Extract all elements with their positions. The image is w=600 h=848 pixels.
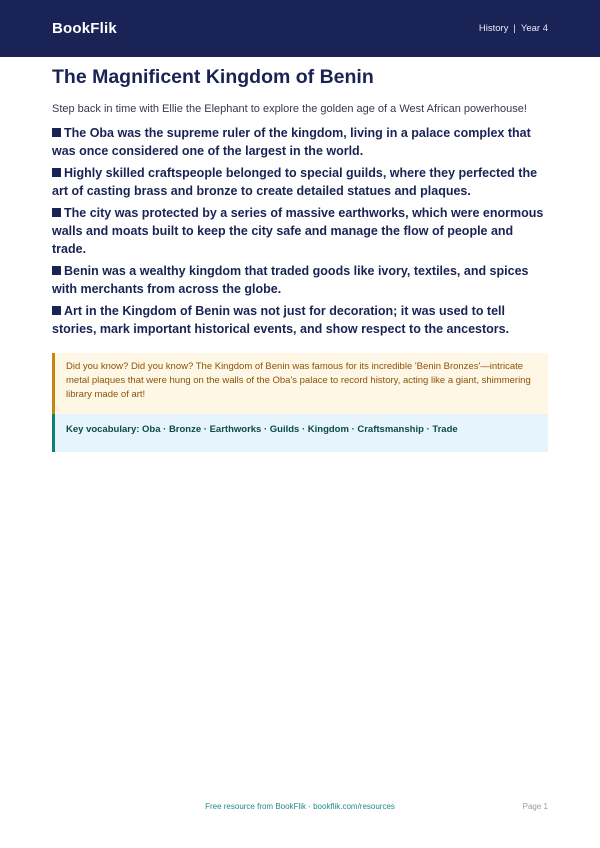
fact-text: Highly skilled craftspeople belonged to special guilds, where they perfected the art of casting brass and bronze to create detailed statues and plaques. — [52, 166, 538, 198]
square-bullet-icon — [52, 128, 61, 137]
footer-link[interactable]: Free resource from BookFlik · bookflik.com/resources — [205, 802, 395, 811]
facts-list — [52, 124, 548, 338]
page-footer — [52, 802, 548, 816]
page-number: Page 1 — [522, 802, 548, 811]
square-bullet-icon — [52, 306, 61, 315]
fact-text: The Oba was the supreme ruler of the kingdom, living in a palace complex that was once considered one of the largest in the world. — [52, 126, 531, 158]
meta-separator: | — [513, 23, 516, 34]
header-meta — [479, 23, 548, 34]
vocabulary-text: Key vocabulary: Oba · Bronze · Earthworks · Guilds · Kingdom · Craftsmanship · Trade — [66, 424, 458, 435]
fact-item-trade — [52, 262, 548, 298]
fact-item-guilds — [52, 164, 548, 200]
subject-label: History — [478, 23, 509, 34]
page-header — [0, 0, 600, 57]
square-bullet-icon — [52, 168, 61, 177]
did-you-know-callout — [52, 353, 548, 414]
fact-text: Benin was a wealthy kingdom that traded goods like ivory, textiles, and spices with merchants from across the globe. — [52, 264, 529, 296]
fact-text: The city was protected by a series of massive earthworks, which were enormous walls and moats built to keep the city safe and manage the flow of people and trade. — [52, 206, 544, 256]
year-label: Year 4 — [520, 23, 548, 34]
callout-text: Did you know? Did you know? The Kingdom of Benin was famous for its incredible 'Benin Bronzes'—intricate metal plaques that were hung on the walls of the Oba's palace to record history, acting like a giant, shimmering library made of art! — [66, 361, 531, 400]
square-bullet-icon — [52, 208, 61, 217]
square-bullet-icon — [52, 266, 61, 275]
intro-text: Step back in time with Ellie the Elephant to explore the golden age of a West African powerhouse! — [52, 103, 527, 115]
key-vocabulary-box — [52, 414, 548, 452]
fact-item-art — [52, 302, 548, 338]
fact-item-oba — [52, 124, 548, 160]
brand-logo[interactable]: BookFlik — [52, 20, 117, 37]
fact-text: Art in the Kingdom of Benin was not just for decoration; it was used to tell stories, mark important historical events, and show respect to the ancestors. — [52, 304, 510, 336]
page-title: The Magnificent Kingdom of Benin — [52, 66, 374, 88]
main-content — [52, 64, 548, 452]
fact-item-earthworks — [52, 204, 548, 258]
